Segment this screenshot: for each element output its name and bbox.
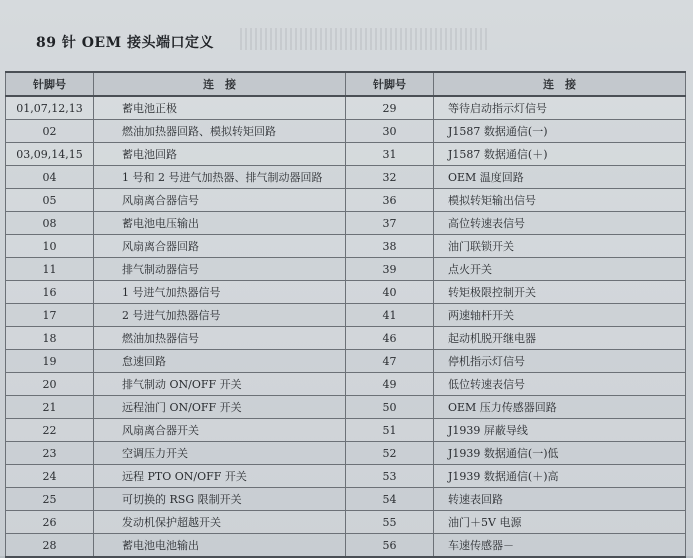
connection-right-cell: J1587 数据通信(＋): [434, 143, 686, 166]
connection-left-cell: 排气制动 ON/OFF 开关: [94, 373, 346, 396]
table-row: [6, 442, 686, 465]
table-row: [6, 143, 686, 166]
connection-left-cell: 发动机保护超越开关: [94, 511, 346, 534]
table-row: [6, 281, 686, 304]
connection-left-cell: 2 号进气加热器信号: [94, 304, 346, 327]
pin-left-cell: 22: [6, 419, 94, 442]
table-row: [6, 304, 686, 327]
connection-right-cell: 点火开关: [434, 258, 686, 281]
connection-right-cell: 车速传感器－: [434, 534, 686, 558]
page-title: 89 针 OEM 接头端口定义: [36, 35, 214, 51]
pin-left-cell: 28: [6, 534, 94, 558]
pin-left-cell: 08: [6, 212, 94, 235]
connection-left-cell: 1 号和 2 号进气加热器、排气制动器回路: [94, 166, 346, 189]
pin-right-cell: 31: [346, 143, 434, 166]
pin-right-cell: 39: [346, 258, 434, 281]
pin-left-cell: 21: [6, 396, 94, 419]
connection-right-cell: 模拟转矩输出信号: [434, 189, 686, 212]
table-row: [6, 465, 686, 488]
table-row: [6, 534, 686, 558]
pin-right-cell: 49: [346, 373, 434, 396]
connection-right-cell: J1939 屏蔽导线: [434, 419, 686, 442]
pin-right-cell: 41: [346, 304, 434, 327]
connection-right-cell: J1939 数据通信(一)低: [434, 442, 686, 465]
pin-left-cell: 17: [6, 304, 94, 327]
pin-right-cell: 50: [346, 396, 434, 419]
pin-right-cell: 38: [346, 235, 434, 258]
pin-left-cell: 04: [6, 166, 94, 189]
connection-right-cell: OEM 温度回路: [434, 166, 686, 189]
connection-right-cell: 两速轴杆开关: [434, 304, 686, 327]
connection-left-cell: 排气制动器信号: [94, 258, 346, 281]
connection-left-cell: 远程油门 ON/OFF 开关: [94, 396, 346, 419]
connection-left-cell: 蓄电池电压输出: [94, 212, 346, 235]
header-pin-right: 针脚号: [346, 72, 434, 96]
print-bleed-through: [240, 28, 490, 50]
connection-left-cell: 风扇离合器信号: [94, 189, 346, 212]
pin-right-cell: 53: [346, 465, 434, 488]
connection-left-cell: 蓄电池正极: [94, 96, 346, 120]
pin-left-cell: 10: [6, 235, 94, 258]
connection-left-cell: 空调压力开关: [94, 442, 346, 465]
connection-left-cell: 远程 PTO ON/OFF 开关: [94, 465, 346, 488]
pin-left-cell: 19: [6, 350, 94, 373]
pin-right-cell: 40: [346, 281, 434, 304]
pin-right-cell: 36: [346, 189, 434, 212]
pin-left-cell: 03,09,14,15: [6, 143, 94, 166]
pin-left-cell: 16: [6, 281, 94, 304]
pin-right-cell: 51: [346, 419, 434, 442]
table-row: [6, 96, 686, 120]
connection-right-cell: J1587 数据通信(一): [434, 120, 686, 143]
table-header-row: [6, 72, 686, 96]
pin-left-cell: 26: [6, 511, 94, 534]
table-row: [6, 212, 686, 235]
header-connection-left: 连 接: [94, 72, 346, 96]
pin-right-cell: 52: [346, 442, 434, 465]
table-row: [6, 235, 686, 258]
connection-left-cell: 蓄电池电池输出: [94, 534, 346, 558]
table-row: [6, 166, 686, 189]
pin-right-cell: 54: [346, 488, 434, 511]
connection-right-cell: 转矩极限控制开关: [434, 281, 686, 304]
table-row: [6, 350, 686, 373]
pin-right-cell: 37: [346, 212, 434, 235]
pin-right-cell: 32: [346, 166, 434, 189]
table-row: [6, 189, 686, 212]
connection-left-cell: 风扇离合器回路: [94, 235, 346, 258]
table-row: [6, 258, 686, 281]
pin-left-cell: 20: [6, 373, 94, 396]
pin-right-cell: 46: [346, 327, 434, 350]
connection-right-cell: 低位转速表信号: [434, 373, 686, 396]
connection-left-cell: 燃油加热器回路、模拟转矩回路: [94, 120, 346, 143]
pin-left-cell: 24: [6, 465, 94, 488]
connection-left-cell: 可切换的 RSG 限制开关: [94, 488, 346, 511]
table-row: [6, 373, 686, 396]
connection-right-cell: 起动机脱开继电器: [434, 327, 686, 350]
connection-left-cell: 燃油加热器信号: [94, 327, 346, 350]
connection-right-cell: 转速表回路: [434, 488, 686, 511]
pin-right-cell: 29: [346, 96, 434, 120]
connection-left-cell: 蓄电池回路: [94, 143, 346, 166]
connection-right-cell: J1939 数据通信(＋)高: [434, 465, 686, 488]
pin-left-cell: 05: [6, 189, 94, 212]
pin-right-cell: 55: [346, 511, 434, 534]
table-row: [6, 120, 686, 143]
pin-left-cell: 23: [6, 442, 94, 465]
pin-left-cell: 01,07,12,13: [6, 96, 94, 120]
header-connection-right: 连 接: [434, 72, 686, 96]
connection-left-cell: 风扇离合器开关: [94, 419, 346, 442]
table-row: [6, 327, 686, 350]
table-row: [6, 419, 686, 442]
connection-right-cell: OEM 压力传感器回路: [434, 396, 686, 419]
table-row: [6, 396, 686, 419]
connection-right-cell: 油门联锁开关: [434, 235, 686, 258]
pin-left-cell: 18: [6, 327, 94, 350]
pin-left-cell: 25: [6, 488, 94, 511]
header-pin-left: 针脚号: [6, 72, 94, 96]
pin-right-cell: 56: [346, 534, 434, 558]
pin-right-cell: 30: [346, 120, 434, 143]
connection-right-cell: 油门＋5V 电源: [434, 511, 686, 534]
connection-left-cell: 怠速回路: [94, 350, 346, 373]
pin-right-cell: 47: [346, 350, 434, 373]
connection-left-cell: 1 号进气加热器信号: [94, 281, 346, 304]
pin-left-cell: 02: [6, 120, 94, 143]
table-row: [6, 511, 686, 534]
table-row: [6, 488, 686, 511]
connection-right-cell: 等待启动指示灯信号: [434, 96, 686, 120]
connection-right-cell: 高位转速表信号: [434, 212, 686, 235]
pin-definition-table: [5, 71, 686, 558]
pin-left-cell: 11: [6, 258, 94, 281]
connection-right-cell: 停机指示灯信号: [434, 350, 686, 373]
